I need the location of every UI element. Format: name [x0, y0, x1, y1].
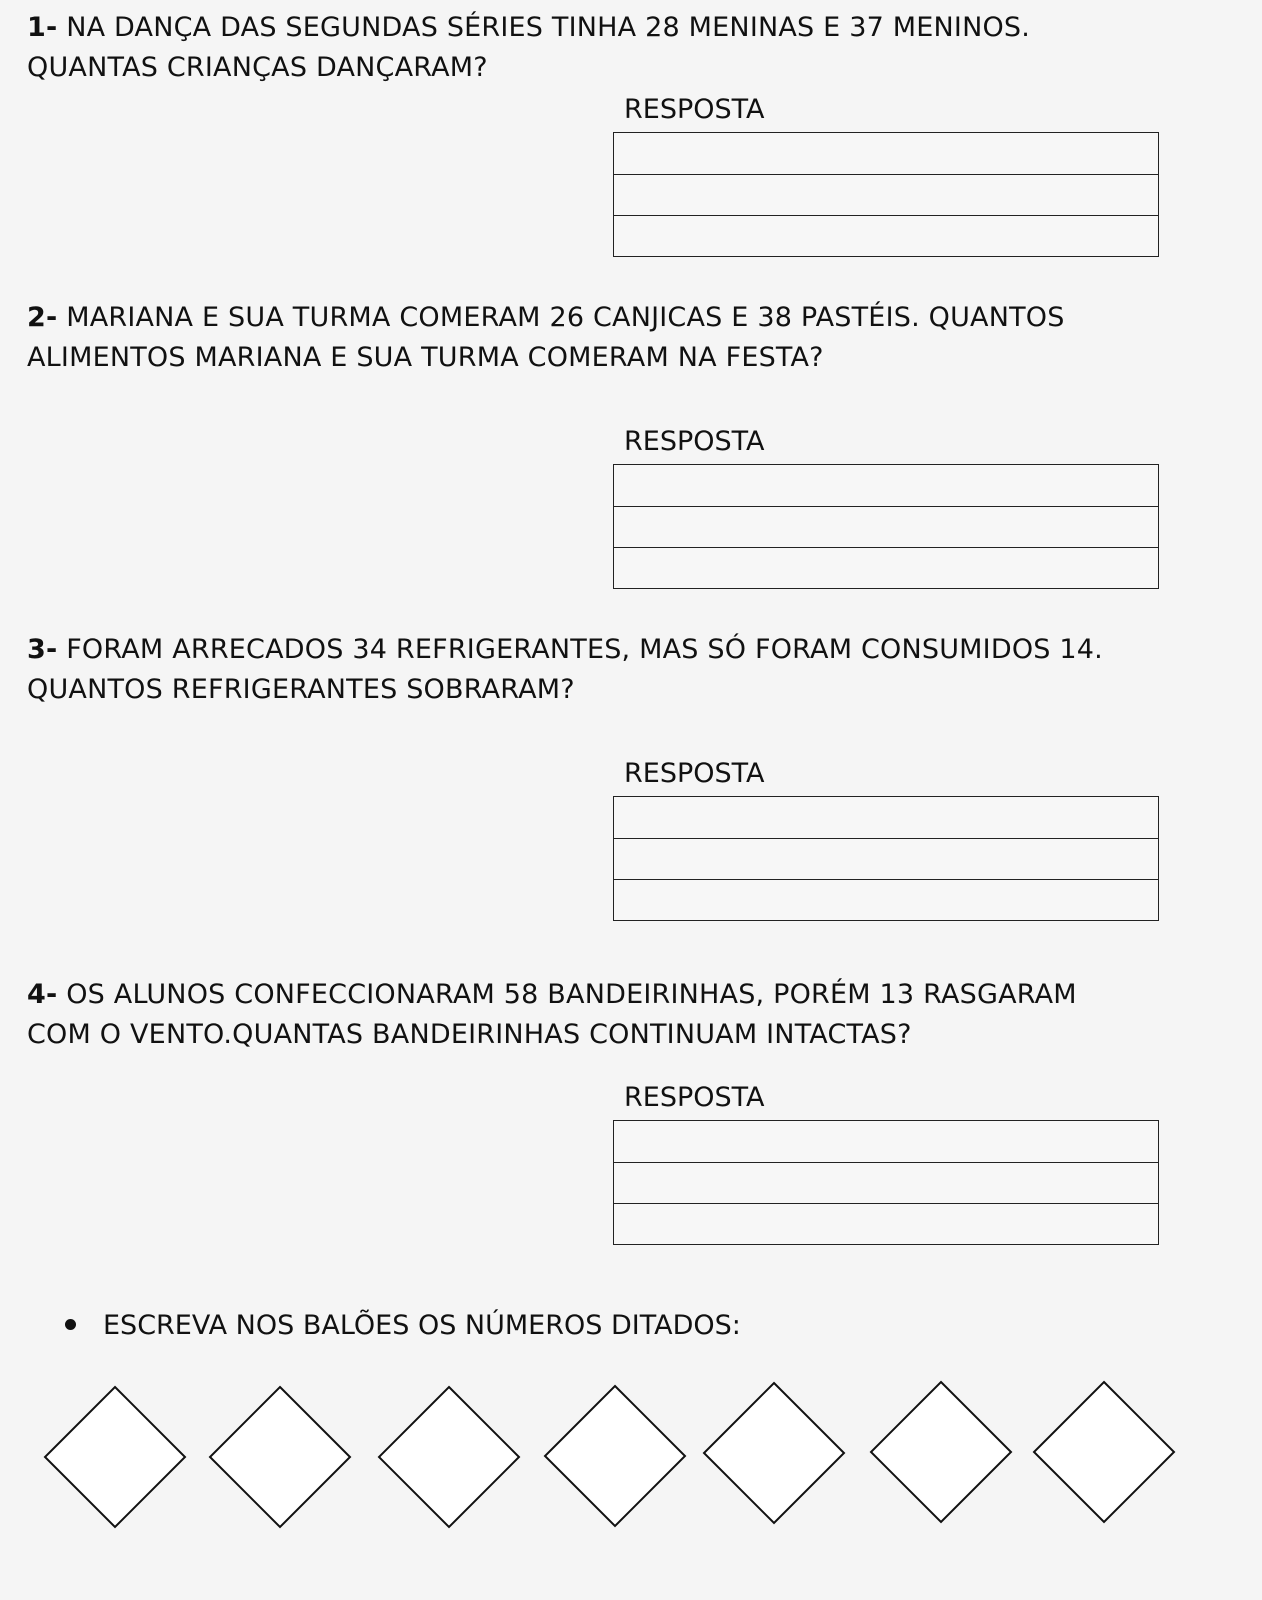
- answer-box-3[interactable]: [613, 796, 1159, 921]
- question-2-number: 2-: [27, 302, 58, 333]
- question-1-line-1: [27, 8, 1227, 48]
- answer-line: [614, 547, 1158, 548]
- balloons-row: [0, 1370, 1262, 1570]
- answer-line: [614, 838, 1158, 839]
- balloon-diamond-4[interactable]: [545, 1386, 685, 1526]
- balloon-diamond-7[interactable]: [1034, 1382, 1174, 1522]
- answer-line: [614, 1203, 1158, 1204]
- question-1-line-2: QUANTAS CRIANÇAS DANÇARAM?: [27, 52, 488, 83]
- question-2-line-1: [27, 298, 1227, 338]
- instruction: [65, 1306, 741, 1346]
- question-1-number: 1-: [27, 12, 58, 43]
- question-4: [27, 975, 1227, 1055]
- instruction-text: ESCREVA NOS BALÕES OS NÚMEROS DITADOS:: [103, 1310, 741, 1341]
- question-2-text: MARIANA E SUA TURMA COMERAM 26 CANJICAS E 38 PASTÉIS. QUANTOS: [66, 302, 1065, 333]
- balloon-diamond-3[interactable]: [379, 1387, 519, 1527]
- answer-box-4[interactable]: [613, 1120, 1159, 1245]
- answer-box-2[interactable]: [613, 464, 1159, 589]
- answer-line: [614, 215, 1158, 216]
- question-1: [27, 8, 1227, 88]
- question-1-text: NA DANÇA DAS SEGUNDAS SÉRIES TINHA 28 MENINAS E 37 MENINOS.: [57, 12, 1031, 43]
- answer-line: [614, 506, 1158, 507]
- question-3: [27, 630, 1227, 710]
- answer-label-3: RESPOSTA: [624, 758, 765, 789]
- question-4-text: OS ALUNOS CONFECCIONARAM 58 BANDEIRINHAS, PORÉM 13 RASGARAM: [66, 979, 1077, 1010]
- question-3-number: 3-: [27, 634, 58, 665]
- answer-label-4: RESPOSTA: [624, 1082, 765, 1113]
- balloon-diamond-1[interactable]: [45, 1387, 185, 1527]
- answer-box-1[interactable]: [613, 132, 1159, 257]
- question-4-number: 4-: [27, 979, 58, 1010]
- bullet-icon: [65, 1319, 76, 1330]
- answer-label-2: RESPOSTA: [624, 426, 765, 457]
- answer-line: [614, 879, 1158, 880]
- question-2-line-2: ALIMENTOS MARIANA E SUA TURMA COMERAM NA FESTA?: [27, 342, 824, 373]
- answer-line: [614, 174, 1158, 175]
- question-4-line-1: [27, 975, 1227, 1015]
- answer-label-1: RESPOSTA: [624, 94, 765, 125]
- question-4-line-2: COM O VENTO.QUANTAS BANDEIRINHAS CONTINUAM INTACTAS?: [27, 1019, 912, 1050]
- question-2: [27, 298, 1227, 378]
- question-3-line-2: QUANTOS REFRIGERANTES SOBRARAM?: [27, 674, 575, 705]
- balloon-diamond-5[interactable]: [704, 1383, 844, 1523]
- balloon-diamond-2[interactable]: [210, 1387, 350, 1527]
- question-3-line-1: [27, 630, 1227, 670]
- answer-line: [614, 1162, 1158, 1163]
- balloon-diamond-6[interactable]: [871, 1382, 1011, 1522]
- question-3-text: FORAM ARRECADOS 34 REFRIGERANTES, MAS SÓ FORAM CONSUMIDOS 14.: [66, 634, 1103, 665]
